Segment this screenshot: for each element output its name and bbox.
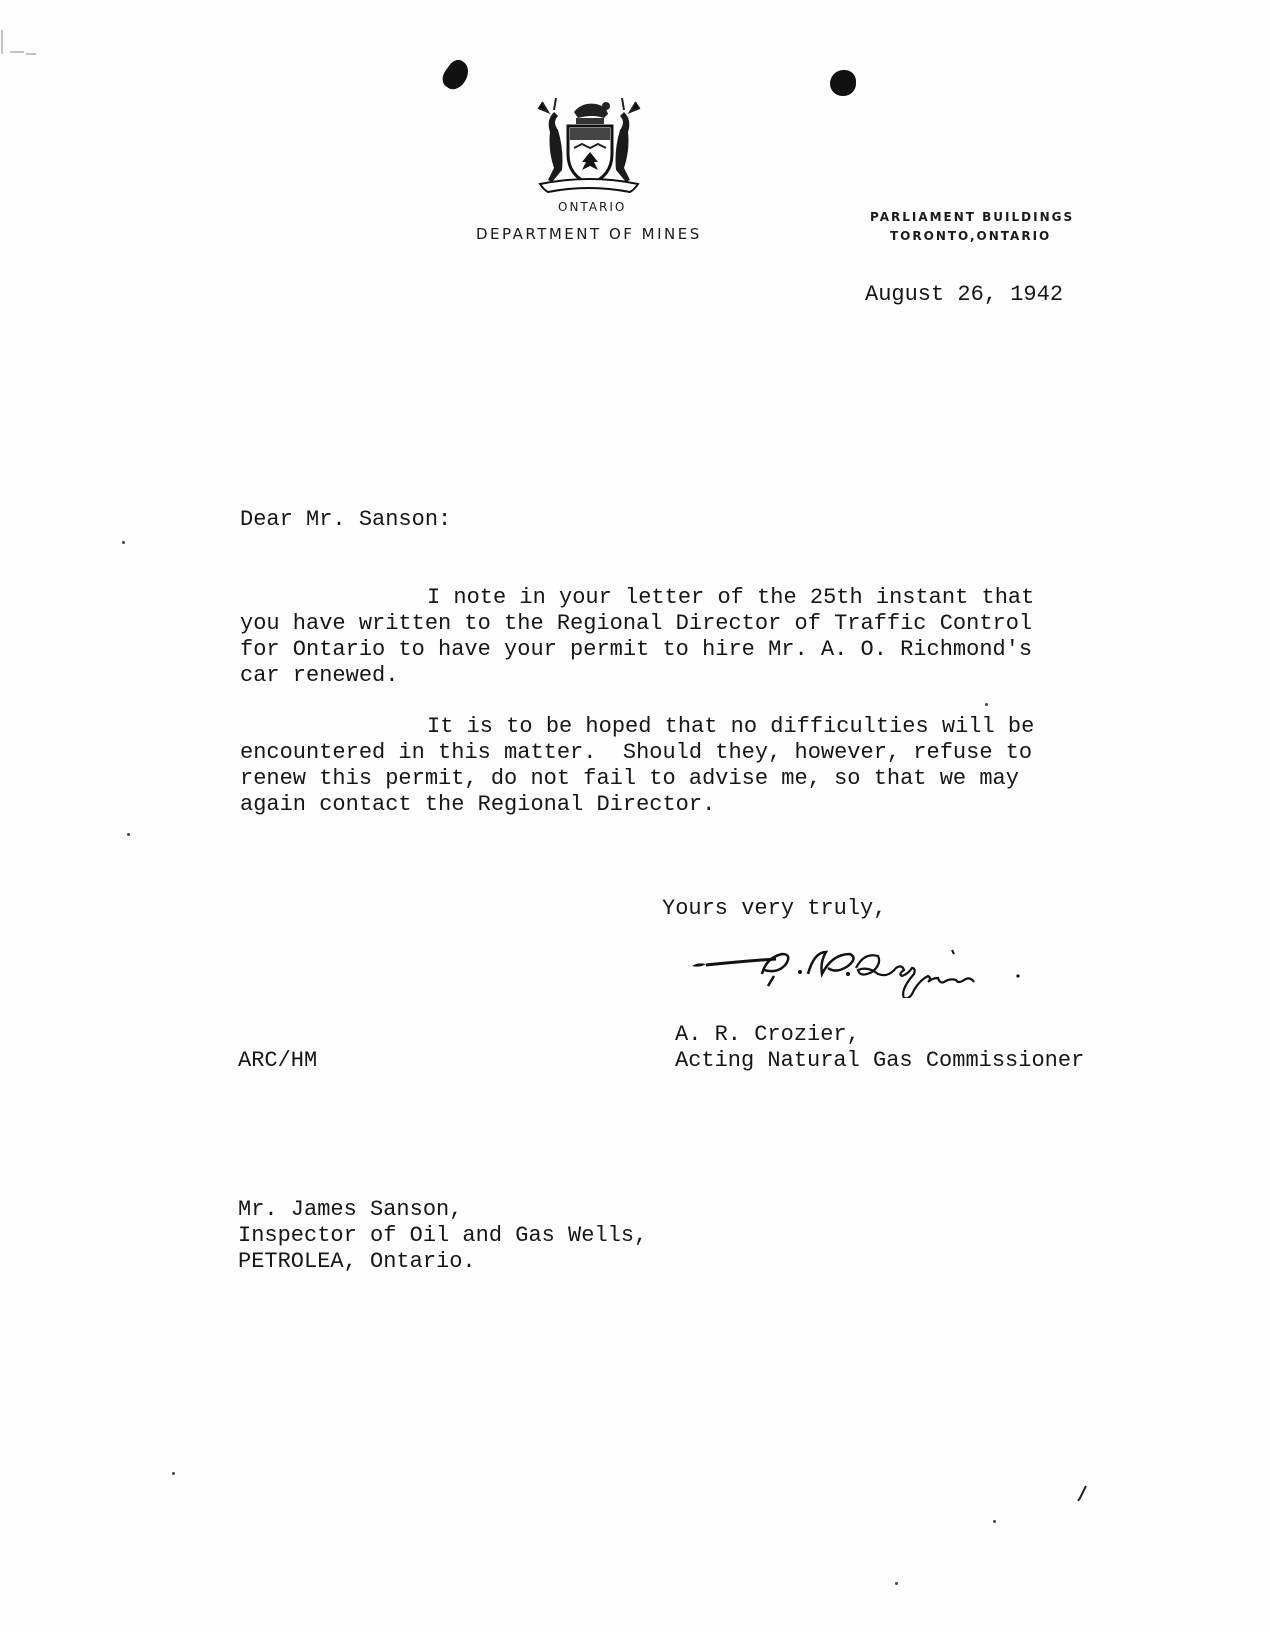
handwritten-signature — [690, 938, 1030, 998]
valediction: Yours very truly, — [662, 896, 887, 921]
salutation: Dear Mr. Sanson: — [240, 507, 452, 532]
pen-mark — [1076, 1484, 1090, 1502]
paragraph-1-line-3: for Ontario to have your permit to hire Mr. A. O. Richmond's — [240, 637, 1033, 662]
scan-speck — [993, 1520, 996, 1523]
paragraph-2-line-2: encountered in this matter. Should they, however, refuse to — [240, 740, 1033, 765]
corner-mark — [0, 30, 40, 60]
reference-initials: ARC/HM — [238, 1048, 318, 1073]
scan-speck — [127, 833, 130, 836]
address-line-2: TORONTO,ONTARIO — [890, 229, 1052, 243]
paragraph-1-line-4: car renewed. — [240, 663, 399, 688]
paragraph-2-line-3: renew this permit, do not fail to advise me, so that we may — [240, 766, 1019, 791]
scan-speck — [895, 1582, 898, 1585]
paragraph-2-line-4: again contact the Regional Director. — [240, 792, 716, 817]
recipient-line-2: Inspector of Oil and Gas Wells, — [238, 1223, 648, 1248]
paragraph-1-line-1: I note in your letter of the 25th instant that — [427, 585, 1035, 610]
recipient-line-3: PETROLEA, Ontario. — [238, 1249, 476, 1274]
department-name: DEPARTMENT OF MINES — [476, 225, 702, 243]
scan-speck — [122, 541, 125, 544]
address-line-1: PARLIAMENT BUILDINGS — [870, 210, 1075, 224]
signer-title: Acting Natural Gas Commissioner — [675, 1048, 1085, 1073]
crest-label: ONTARIO — [558, 200, 627, 214]
scan-speck — [985, 703, 988, 706]
scan-speck — [172, 1472, 175, 1475]
recipient-line-1: Mr. James Sanson, — [238, 1197, 463, 1222]
ink-blot-right — [830, 70, 856, 96]
letter-date: August 26, 1942 — [865, 282, 1064, 307]
ontario-coat-of-arms — [530, 92, 648, 196]
ink-blot-left — [438, 56, 473, 93]
paragraph-1-line-2: you have written to the Regional Director of Traffic Control — [240, 611, 1033, 636]
paragraph-2-line-1: It is to be hoped that no difficulties will be — [427, 714, 1035, 739]
signer-name: A. R. Crozier, — [675, 1022, 860, 1047]
